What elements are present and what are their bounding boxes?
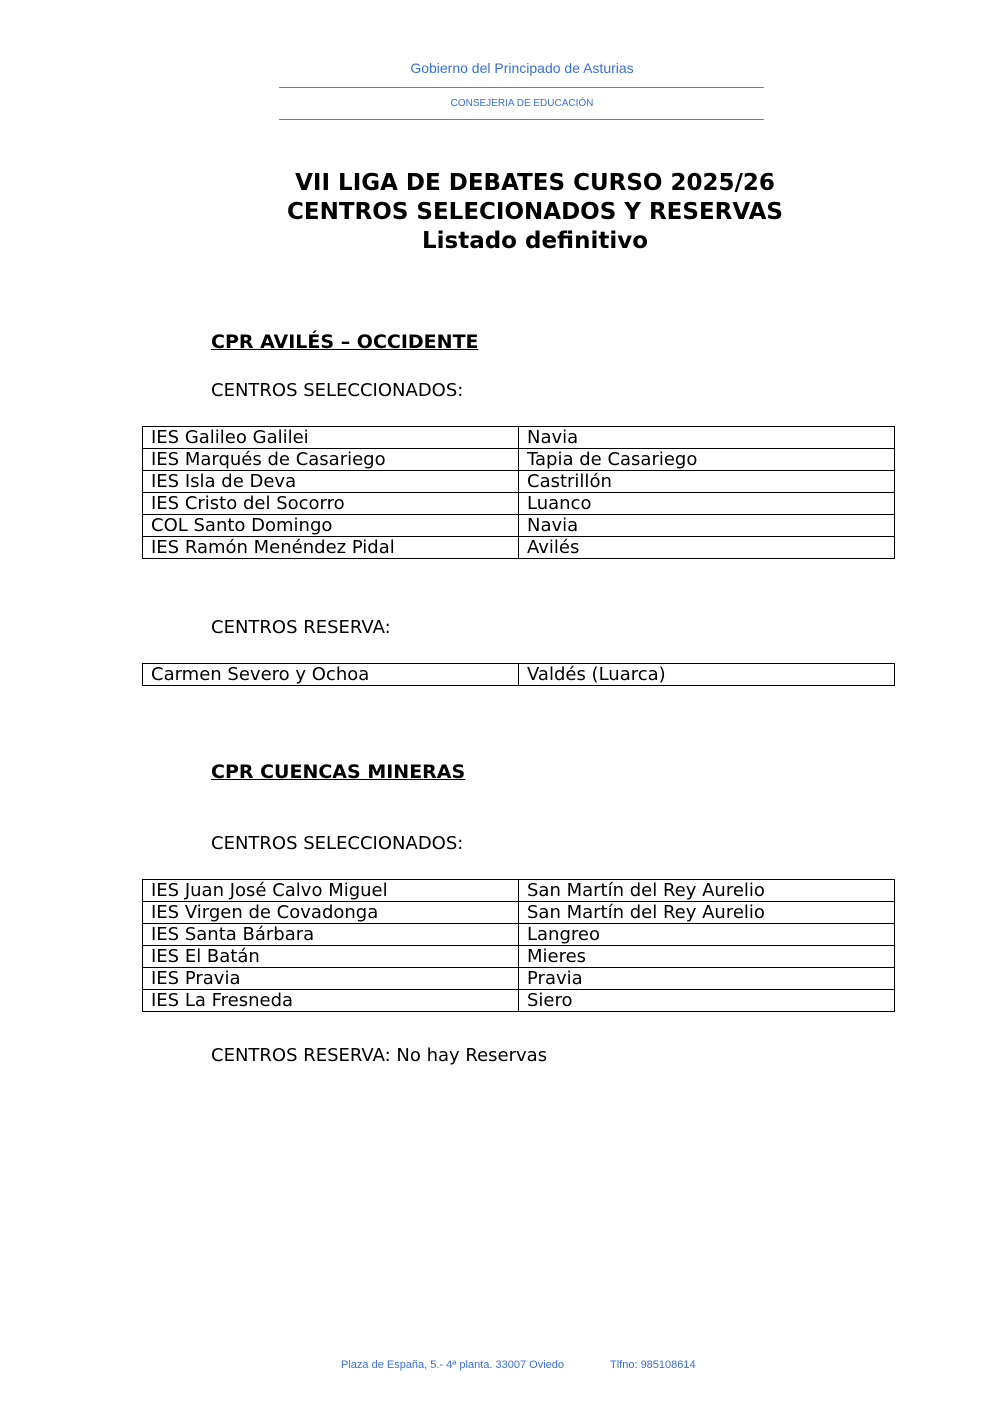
location-cell: Navia xyxy=(519,515,895,537)
header-divider-bottom xyxy=(279,119,764,120)
selected-table-aviles xyxy=(142,426,895,559)
title-line-1: VII LIGA DE DEBATES CURSO 2025/26 xyxy=(295,170,775,196)
table-row xyxy=(143,946,895,968)
table-row xyxy=(143,924,895,946)
reserve-table-aviles xyxy=(142,663,895,686)
location-cell: Mieres xyxy=(519,946,895,968)
title-line-3: Listado definitivo xyxy=(421,228,649,254)
location-cell: Navia xyxy=(519,427,895,449)
selected-table-cuencas-mineras xyxy=(142,879,895,1012)
center-cell: COL Santo Domingo xyxy=(143,515,519,537)
footer-address: Plaza de España, 5.- 4ª planta. 33007 Oviedo xyxy=(341,1359,565,1371)
center-cell: IES Isla de Deva xyxy=(143,471,519,493)
table-row xyxy=(143,515,895,537)
document-title xyxy=(200,169,870,256)
section-heading-aviles: CPR AVILÉS – OCCIDENTE xyxy=(211,331,479,353)
location-cell: Castrillón xyxy=(519,471,895,493)
center-cell: IES Marqués de Casariego xyxy=(143,449,519,471)
center-cell: IES El Batán xyxy=(143,946,519,968)
selected-label-cuencas-mineras: CENTROS SELECCIONADOS: xyxy=(211,833,464,854)
table-row xyxy=(143,902,895,924)
center-cell: IES Santa Bárbara xyxy=(143,924,519,946)
reserve-label-cuencas-mineras: CENTROS RESERVA: No hay Reservas xyxy=(211,1045,548,1066)
center-cell: IES Pravia xyxy=(143,968,519,990)
table-row xyxy=(143,880,895,902)
location-cell: Avilés xyxy=(519,537,895,559)
section-heading-cuencas-mineras: CPR CUENCAS MINERAS xyxy=(211,761,466,783)
center-cell: Carmen Severo y Ochoa xyxy=(143,664,519,686)
header-divider-top xyxy=(279,87,764,88)
selected-label-aviles: CENTROS SELECCIONADOS: xyxy=(211,380,464,401)
center-cell: IES Galileo Galilei xyxy=(143,427,519,449)
center-cell: IES Ramón Menéndez Pidal xyxy=(143,537,519,559)
center-cell: IES Cristo del Socorro xyxy=(143,493,519,515)
location-cell: Langreo xyxy=(519,924,895,946)
table-row xyxy=(143,990,895,1012)
government-header: Gobierno del Principado de Asturias xyxy=(410,60,634,76)
table-row xyxy=(143,493,895,515)
table-row xyxy=(143,664,895,686)
location-cell: Valdés (Luarca) xyxy=(519,664,895,686)
center-cell: IES La Fresneda xyxy=(143,990,519,1012)
department-header: CONSEJERIA DE EDUCACIÓN xyxy=(450,98,594,109)
location-cell: San Martín del Rey Aurelio xyxy=(519,880,895,902)
location-cell: San Martín del Rey Aurelio xyxy=(519,902,895,924)
location-cell: Luanco xyxy=(519,493,895,515)
table-row xyxy=(143,968,895,990)
table-row xyxy=(143,537,895,559)
location-cell: Pravia xyxy=(519,968,895,990)
footer-phone: Tlfno: 985108614 xyxy=(610,1359,696,1371)
location-cell: Tapia de Casariego xyxy=(519,449,895,471)
table-row xyxy=(143,427,895,449)
center-cell: IES Virgen de Covadonga xyxy=(143,902,519,924)
location-cell: Siero xyxy=(519,990,895,1012)
reserve-label-aviles: CENTROS RESERVA: xyxy=(211,617,391,638)
table-row xyxy=(143,449,895,471)
table-row xyxy=(143,471,895,493)
center-cell: IES Juan José Calvo Miguel xyxy=(143,880,519,902)
title-line-2: CENTROS SELECIONADOS Y RESERVAS xyxy=(287,199,783,225)
